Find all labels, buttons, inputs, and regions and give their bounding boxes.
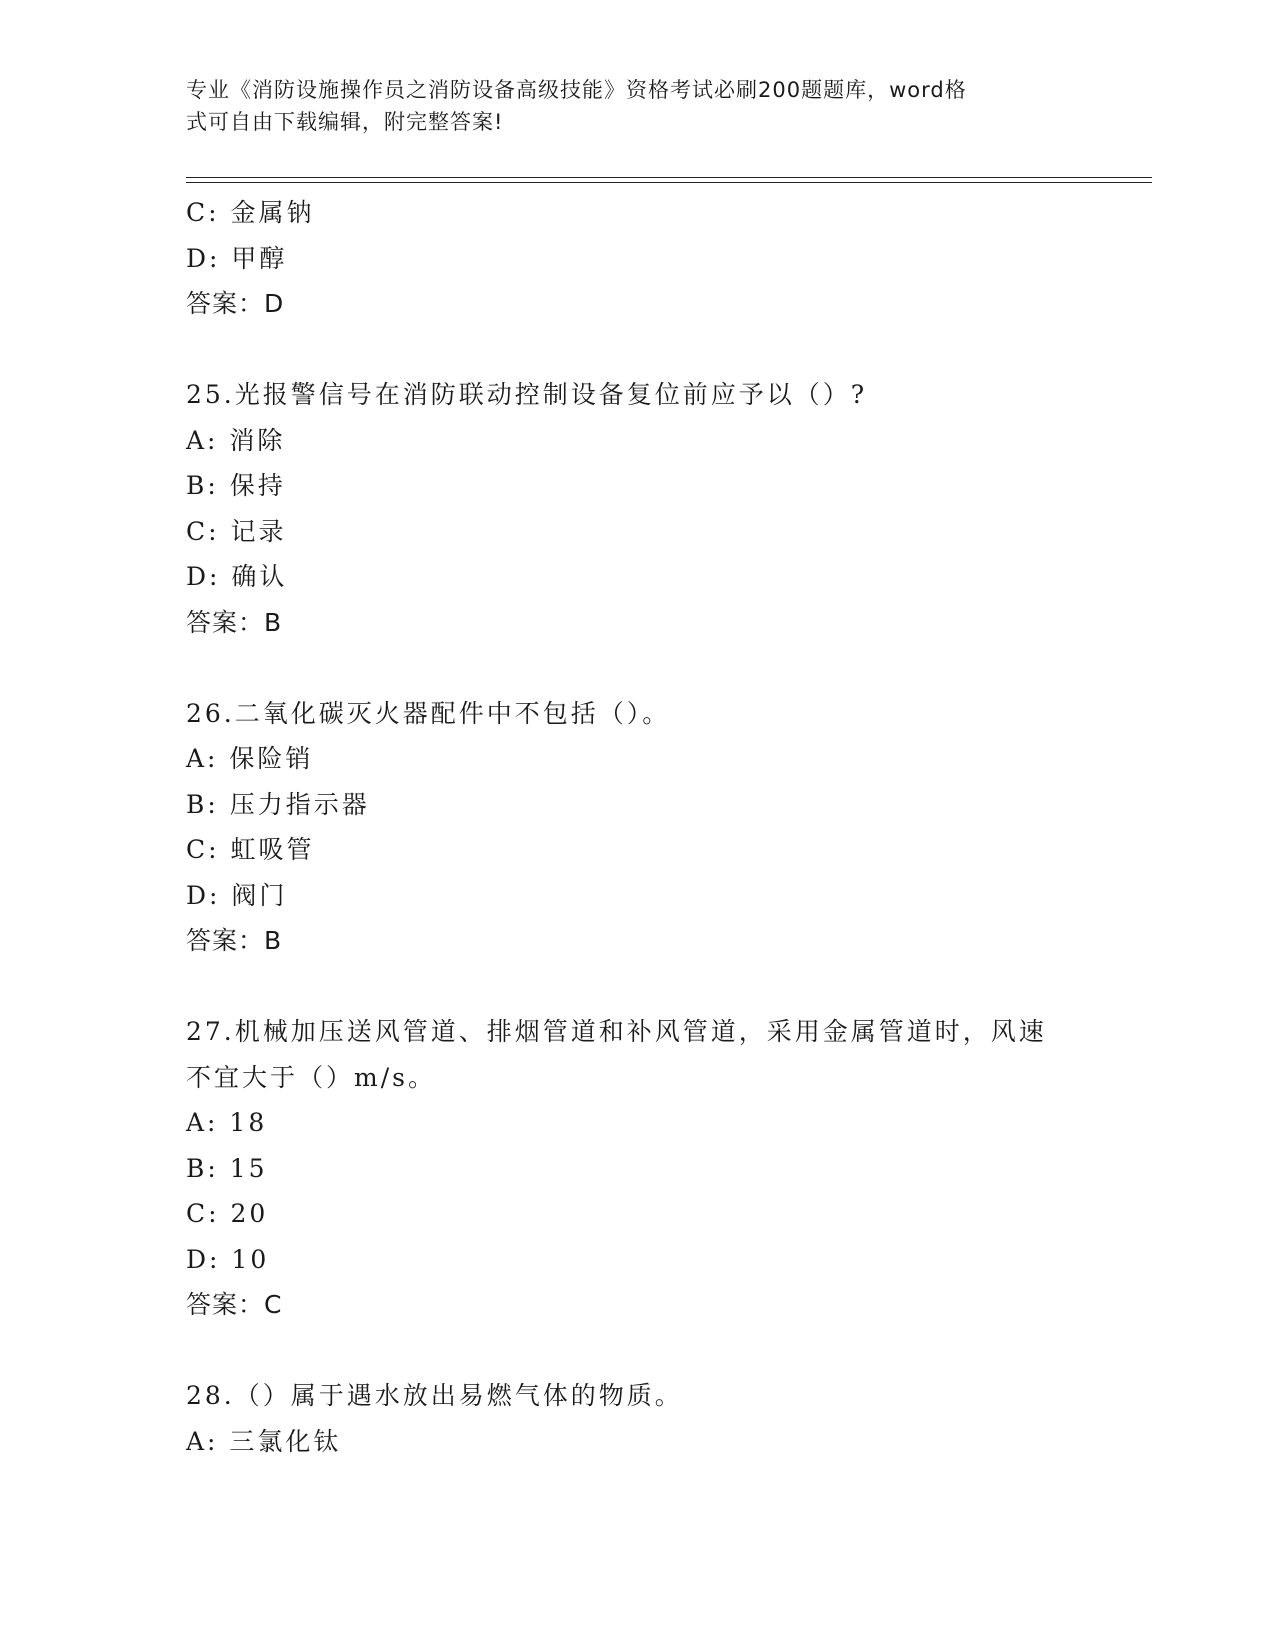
option-c: C: 金属钠	[186, 198, 315, 227]
question-block-25	[186, 372, 1086, 645]
option-c: C: 虹吸管	[186, 835, 315, 864]
answer-line: 答案：D	[186, 289, 285, 318]
spacer	[186, 327, 1086, 373]
option-d: D: 阀门	[186, 880, 288, 910]
answer-line: 答案：B	[186, 926, 283, 955]
option-b: B: 压力指示器	[186, 789, 370, 819]
spacer	[186, 1328, 1086, 1374]
question-text: 28.（）属于遇水放出易燃气体的物质。	[186, 1381, 683, 1410]
question-text-line-2: 不宜大于（）m/s。	[186, 1062, 436, 1092]
header-divider-bottom	[186, 182, 1152, 183]
question-block-24	[186, 190, 1086, 327]
option-d: D: 10	[186, 1244, 270, 1274]
header-divider-top	[186, 177, 1152, 178]
question-text: 25.光报警信号在消防联动控制设备复位前应予以（）?	[186, 380, 868, 409]
header-line-1: 专业《消防设施操作员之消防设备高级技能》资格考试必刷200题题库，word格	[186, 78, 967, 102]
question-list	[186, 190, 1086, 1464]
option-a: A: 消除	[186, 425, 286, 455]
answer-line: 答案：C	[186, 1290, 283, 1319]
question-block-28	[186, 1373, 1086, 1464]
option-d: D: 甲醇	[186, 243, 288, 273]
option-c: C: 20	[186, 1199, 269, 1228]
question-block-26	[186, 691, 1086, 964]
option-b: B: 保持	[186, 471, 286, 500]
option-a: A: 保险销	[186, 744, 314, 773]
document-header	[186, 74, 1066, 138]
answer-line: 答案：B	[186, 607, 283, 637]
question-text: 26.二氧化碳灭火器配件中不包括（）。	[186, 698, 671, 728]
question-text-line-1: 27.机械加压送风管道、排烟管道和补风管道，采用金属管道时，风速	[186, 1017, 1047, 1046]
option-b: B: 15	[186, 1153, 268, 1183]
option-a: A: 18	[186, 1108, 268, 1137]
option-d: D: 确认	[186, 562, 288, 591]
question-block-27	[186, 1009, 1086, 1328]
option-a: A: 三氯化钛	[186, 1426, 342, 1456]
option-c: C: 记录	[186, 516, 287, 546]
spacer	[186, 964, 1086, 1010]
spacer	[186, 645, 1086, 691]
header-line-2: 式可自由下载编辑，附完整答案!	[186, 110, 504, 134]
